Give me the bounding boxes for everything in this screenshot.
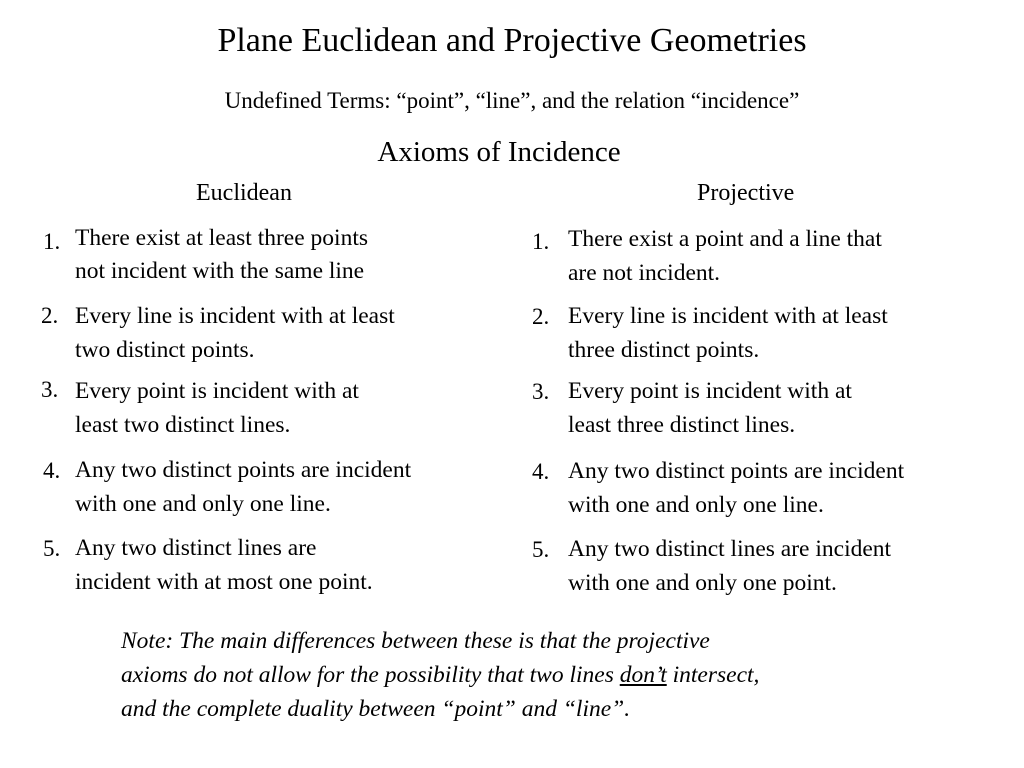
axiom-number: 3. xyxy=(532,379,550,404)
axiom-number: 5. xyxy=(532,537,550,562)
axiom-text-line: least two distinct lines. xyxy=(75,412,291,438)
axiom-text-line: There exist a point and a line that xyxy=(568,226,882,252)
axiom-text-line: with one and only one line. xyxy=(568,492,824,518)
note-block xyxy=(121,624,759,726)
axiom-number: 4. xyxy=(532,459,550,484)
page-title: Plane Euclidean and Projective Geometries xyxy=(217,22,807,59)
axiom-text-line: two distinct points. xyxy=(75,337,255,363)
axiom-text-line: Any two distinct lines are xyxy=(75,535,317,561)
axiom-number: 2. xyxy=(41,303,59,328)
axiom-number: 2. xyxy=(532,304,550,329)
axiom-text-line: incident with at most one point. xyxy=(75,569,373,595)
axiom-text-line: are not incident. xyxy=(568,260,721,286)
note-line-2 xyxy=(121,658,759,692)
axiom-text-line: There exist at least three points xyxy=(75,225,368,251)
axiom-text-line: least three distinct lines. xyxy=(568,412,796,438)
note-line-3: and the complete duality between “point” and “line”. xyxy=(121,696,631,722)
projective-heading: Projective xyxy=(697,180,795,206)
axiom-text-line: with one and only one point. xyxy=(568,570,837,596)
axiom-number: 5. xyxy=(43,536,61,561)
undefined-terms-subtitle: Undefined Terms: “point”, “line”, and the relation “incidence” xyxy=(224,88,800,113)
axiom-text-line: Every line is incident with at least xyxy=(568,303,888,329)
axiom-text-line: with one and only one line. xyxy=(75,491,331,517)
axiom-text-line: Any two distinct lines are incident xyxy=(568,536,892,562)
axioms-section-title: Axioms of Incidence xyxy=(377,136,621,168)
note-line-2-start: axioms do not allow for the possibility that two lines xyxy=(121,662,620,688)
note-line-2-end: intersect, xyxy=(666,662,760,688)
axiom-text-line: Every point is incident with at xyxy=(75,378,359,404)
axiom-text-line: Any two distinct points are incident xyxy=(568,458,905,484)
note-emphasis: don’t xyxy=(619,662,667,688)
axiom-number: 1. xyxy=(532,229,550,254)
axiom-text-line: Every point is incident with at xyxy=(568,378,852,404)
euclidean-heading: Euclidean xyxy=(196,180,292,206)
axiom-text-line: Every line is incident with at least xyxy=(75,303,395,329)
axiom-number: 4. xyxy=(43,458,61,483)
axiom-number: 3. xyxy=(41,377,59,402)
axiom-text-line: not incident with the same line xyxy=(75,258,365,284)
note-line-1: Note: The main differences between these is that the projective xyxy=(121,628,710,654)
axiom-text-line: Any two distinct points are incident xyxy=(75,457,412,483)
axiom-number: 1. xyxy=(43,229,61,254)
axiom-text-line: three distinct points. xyxy=(568,337,760,363)
